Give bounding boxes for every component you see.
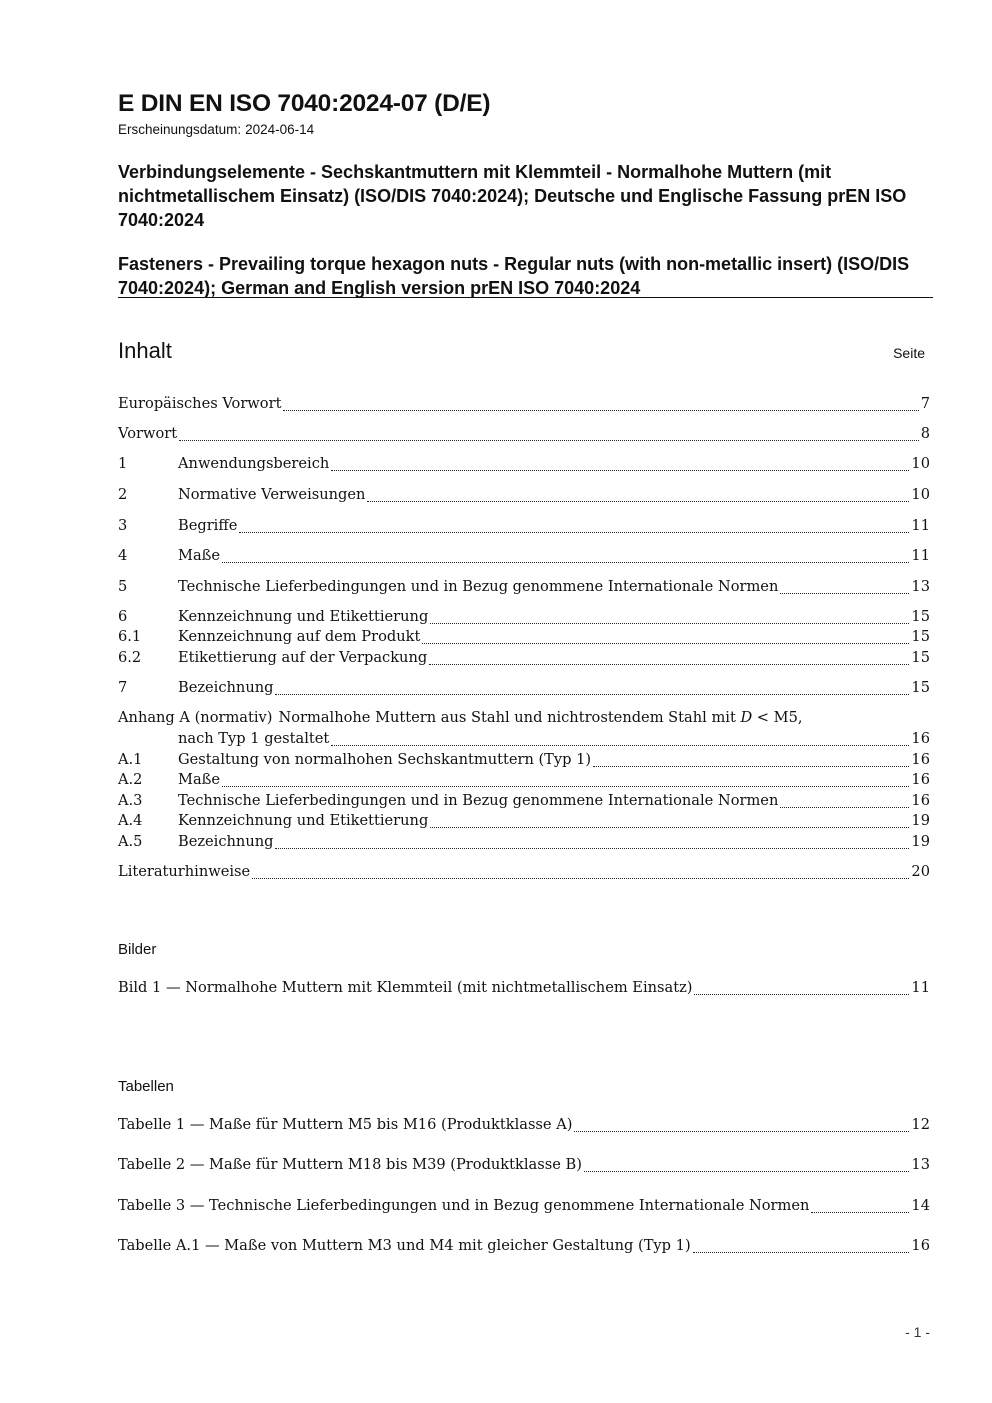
- toc-entry[interactable]: [118, 578, 930, 598]
- toc-entry-number: 3: [118, 517, 128, 534]
- toc-entry-number: A.5: [118, 833, 143, 850]
- document-number: E DIN EN ISO 7040:2024-07 (D/E): [118, 90, 491, 117]
- toc-entry[interactable]: [118, 547, 930, 567]
- toc-leader-dots: [367, 501, 909, 502]
- toc-entry-page: 16: [911, 730, 930, 747]
- toc-entry[interactable]: [118, 812, 930, 832]
- toc-page-column-label: Seite: [893, 345, 925, 361]
- toc-entry-title: Maße: [178, 771, 221, 788]
- table-entry-page: 14: [911, 1197, 930, 1214]
- table-entry-title: Tabelle 1 — Maße für Muttern M5 bis M16 (Produktklasse A): [118, 1116, 573, 1133]
- table-entry[interactable]: [118, 1197, 930, 1217]
- publication-date: [118, 122, 318, 137]
- toc-entry-number: A.3: [118, 792, 143, 809]
- toc-leader-dots: [222, 562, 909, 563]
- toc-entry[interactable]: [118, 833, 930, 853]
- toc-leader-dots: [252, 878, 909, 879]
- toc-entry[interactable]: [118, 455, 930, 475]
- toc-leader-dots: [331, 470, 909, 471]
- toc-entry-title: Literaturhinweise: [118, 863, 251, 880]
- toc-leader-dots: [694, 994, 909, 995]
- table-entry-title: Tabelle 3 — Technische Lieferbedingungen und in Bezug genommene Internationale Normen: [118, 1197, 810, 1214]
- toc-entry-page: 16: [911, 771, 930, 788]
- toc-entry[interactable]: [118, 395, 930, 415]
- toc-entry[interactable]: [118, 608, 930, 628]
- toc-entry-number: A.1: [118, 751, 143, 768]
- toc-leader-dots: [693, 1252, 910, 1253]
- toc-entry[interactable]: [118, 425, 930, 445]
- toc-entry-title: Etikettierung auf der Verpackung: [178, 649, 428, 666]
- toc-entry[interactable]: [118, 730, 930, 750]
- toc-entry-page: 10: [911, 455, 930, 472]
- toc-entry-title: Maße: [178, 547, 221, 564]
- toc-entry-title: Bezeichnung: [178, 679, 274, 696]
- toc-entry-page: 15: [911, 608, 930, 625]
- toc-leader-dots: [780, 593, 909, 594]
- toc-leader-dots: [780, 807, 909, 808]
- table-entry-page: 16: [911, 1237, 930, 1254]
- toc-leader-dots: [283, 410, 918, 411]
- toc-annex-heading[interactable]: [118, 709, 803, 726]
- table-entry[interactable]: [118, 1116, 930, 1136]
- toc-entry-number: 2: [118, 486, 128, 503]
- toc-entry-number: 1: [118, 455, 128, 472]
- title-german: Verbindungselemente - Sechskantmuttern mit Klemmteil - Normalhohe Muttern (mit nichtmetallischem Einsatz) (ISO/DIS 7040:2024); Deutsche und Englische Fassung prEN ISO 7040:2024: [118, 162, 907, 230]
- page-number: - 1 -: [905, 1324, 930, 1340]
- toc-entry-title: Bezeichnung: [178, 833, 274, 850]
- toc-entry[interactable]: [118, 792, 930, 812]
- toc-entry-title: Kennzeichnung und Etikettierung: [178, 608, 429, 625]
- table-entry-title: Tabelle 2 — Maße für Muttern M18 bis M39 (Produktklasse B): [118, 1156, 582, 1173]
- toc-leader-dots: [422, 643, 909, 644]
- toc-leader-dots: [222, 786, 909, 787]
- toc-entry-title: Begriffe: [178, 517, 238, 534]
- toc-entry-bibliography[interactable]: [118, 863, 930, 883]
- toc-entry[interactable]: [118, 628, 930, 648]
- toc-leader-dots: [593, 766, 909, 767]
- publication-date-label: Erscheinungsdatum:: [118, 122, 242, 137]
- toc-entry-title: Normative Verweisungen: [178, 486, 366, 503]
- toc-entry[interactable]: [118, 679, 930, 699]
- toc-leader-dots: [179, 440, 919, 441]
- toc-annex-title-line2: nach Typ 1 gestaltet: [178, 730, 330, 747]
- toc-leader-dots: [275, 848, 909, 849]
- toc-leader-dots: [430, 827, 909, 828]
- toc-annex-variable: D: [740, 709, 753, 726]
- toc-entry-page: 20: [911, 863, 930, 880]
- toc-entry-page: 7: [920, 395, 930, 412]
- toc-entry-page: 11: [911, 547, 930, 564]
- figure-entry-page: 11: [911, 979, 930, 996]
- toc-entry-title: Technische Lieferbedingungen und in Bezug genommene Internationale Normen: [178, 792, 779, 809]
- table-entry[interactable]: [118, 1156, 930, 1176]
- title-divider: [118, 297, 933, 298]
- table-entry-page: 12: [911, 1116, 930, 1133]
- toc-entry-number: A.2: [118, 771, 143, 788]
- figure-entry-title: Bild 1 — Normalhohe Muttern mit Klemmteil (mit nichtmetallischem Einsatz): [118, 979, 693, 996]
- toc-leader-dots: [430, 623, 909, 624]
- publication-date-value: 2024-06-14: [245, 122, 315, 137]
- toc-entry-page: 16: [911, 751, 930, 768]
- toc-leader-dots: [275, 694, 909, 695]
- toc-entry-page: 16: [911, 792, 930, 809]
- toc-entry-number: 5: [118, 578, 128, 595]
- toc-leader-dots: [811, 1212, 909, 1213]
- toc-entry-title: Gestaltung von normalhohen Sechskantmuttern (Typ 1): [178, 751, 592, 768]
- toc-leader-dots: [584, 1171, 910, 1172]
- tables-heading: Tabellen: [118, 1078, 174, 1095]
- toc-annex-title-part2: < M5,: [752, 709, 803, 726]
- toc-heading: Inhalt: [118, 338, 172, 363]
- toc-entry-page: 19: [911, 812, 930, 829]
- toc-entry-title: Kennzeichnung und Etikettierung: [178, 812, 429, 829]
- toc-entry-number: 6.1: [118, 628, 142, 645]
- toc-entry-number: 7: [118, 679, 128, 696]
- toc-entry-number: 6.2: [118, 649, 142, 666]
- toc-entry-page: 15: [911, 679, 930, 696]
- toc-entry[interactable]: [118, 751, 930, 771]
- toc-entry-title: Europäisches Vorwort: [118, 395, 282, 412]
- table-entry-page: 13: [911, 1156, 930, 1173]
- toc-annex-prefix: Anhang A (normativ): [118, 709, 273, 726]
- toc-leader-dots: [574, 1131, 909, 1132]
- toc-entry[interactable]: [118, 486, 930, 506]
- toc-entry-number: 4: [118, 547, 128, 564]
- toc-entry-title: Vorwort: [118, 425, 178, 442]
- figures-heading: Bilder: [118, 941, 157, 958]
- toc-entry[interactable]: [118, 649, 930, 669]
- toc-entry-page: 13: [911, 578, 930, 595]
- toc-entry-title: Anwendungsbereich: [178, 455, 330, 472]
- toc-entry-page: 10: [911, 486, 930, 503]
- toc-entry-page: 8: [920, 425, 930, 442]
- toc-leader-dots: [331, 745, 909, 746]
- toc-entry-page: 15: [911, 628, 930, 645]
- toc-entry-page: 19: [911, 833, 930, 850]
- toc-entry-page: 11: [911, 517, 930, 534]
- toc-entry-number: 6: [118, 608, 128, 625]
- toc-entry-number: A.4: [118, 812, 143, 829]
- figure-entry[interactable]: [118, 979, 930, 999]
- table-entry-title: Tabelle A.1 — Maße von Muttern M3 und M4 mit gleicher Gestaltung (Typ 1): [118, 1237, 691, 1254]
- table-entry[interactable]: [118, 1237, 930, 1257]
- toc-annex-title-part1: Normalhohe Muttern aus Stahl und nichtrostendem Stahl mit: [278, 709, 741, 726]
- toc-leader-dots: [239, 532, 909, 533]
- title-english: Fasteners - Prevailing torque hexagon nuts - Regular nuts (with non-metallic insert) (ISO/DIS 7040:2024); German and English version prEN ISO 7040:2024: [118, 254, 910, 298]
- toc-entry-title: Technische Lieferbedingungen und in Bezug genommene Internationale Normen: [178, 578, 779, 595]
- toc-entry-page: 15: [911, 649, 930, 666]
- toc-entry-title: Kennzeichnung auf dem Produkt: [178, 628, 421, 645]
- toc-entry[interactable]: [118, 517, 930, 537]
- toc-entry[interactable]: [118, 771, 930, 791]
- toc-leader-dots: [429, 664, 909, 665]
